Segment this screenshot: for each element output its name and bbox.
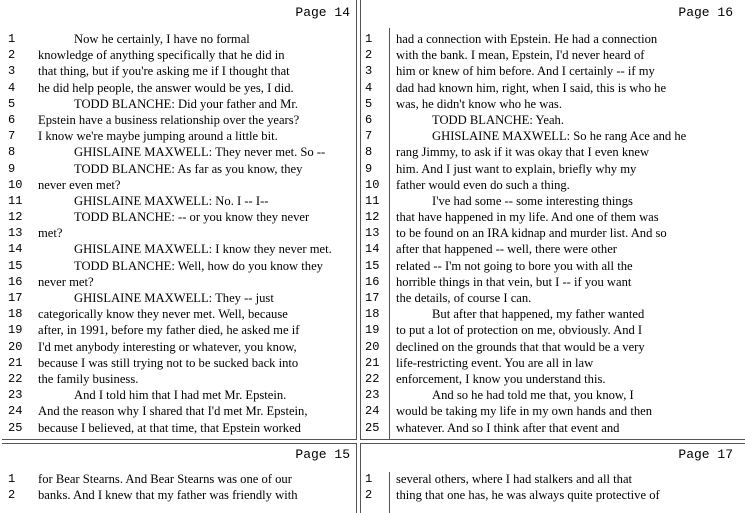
line-number: 20 (365, 339, 380, 354)
line-text: would be taking my life in my own hands and then (396, 404, 653, 419)
transcript-line (2, 193, 356, 209)
transcript-line (361, 339, 745, 355)
line-text: was, he didn't know who he was. (396, 96, 562, 111)
line-number: 19 (365, 323, 380, 338)
line-text: TODD BLANCHE: -- or you know they never (74, 210, 310, 225)
line-text: I know we're maybe jumping around a little bit. (38, 129, 278, 144)
line-text: him. And I just want to explain, briefly why my (396, 161, 637, 176)
transcript-page-14 (2, 0, 357, 440)
line-text: GHISLAINE MAXWELL: No. I -- I-- (74, 193, 269, 208)
line-text: met? (38, 226, 63, 241)
transcript-line (2, 241, 356, 257)
line-number: 18 (365, 307, 380, 322)
transcript-line (2, 339, 356, 355)
transcript-line (2, 80, 356, 96)
transcript-line (2, 31, 356, 47)
transcript-line (361, 355, 745, 371)
transcript-lines (361, 471, 745, 503)
line-number: 3 (365, 64, 373, 79)
line-text: related -- I'm not going to bore you with all the (396, 258, 633, 273)
line-text: after, in 1991, before my father died, he asked me if (38, 323, 300, 338)
line-number: 9 (365, 161, 373, 176)
line-text: the family business. (38, 371, 139, 386)
line-text: GHISLAINE MAXWELL: So he rang Ace and he (432, 129, 687, 144)
transcript-line (2, 209, 356, 225)
line-text: several others, where I had stalkers and all that (396, 472, 633, 486)
transcript-page-15 (2, 443, 357, 513)
transcript-line (2, 274, 356, 290)
line-text: with the bank. I mean, Epstein, I'd never heard of (396, 48, 645, 63)
transcript-line (361, 258, 745, 274)
line-number: 21 (8, 355, 23, 370)
transcript-line (361, 225, 745, 241)
line-number: 4 (365, 80, 373, 95)
line-text: TODD BLANCHE: As far as you know, they (74, 161, 303, 176)
transcript-line (361, 306, 745, 322)
line-text: for Bear Stearns. And Bear Stearns was one of our (38, 472, 292, 486)
line-text: father would even do such a thing. (396, 177, 570, 192)
line-number: 13 (365, 226, 380, 241)
line-number: 6 (8, 112, 16, 127)
transcript-lines (361, 31, 745, 436)
line-text: life-restricting event. You are all in law (396, 355, 594, 370)
transcript-page-17 (360, 443, 745, 513)
transcript-line (361, 387, 745, 403)
line-text: GHISLAINE MAXWELL: They never met. So -- (74, 145, 326, 160)
line-number: 14 (8, 242, 23, 257)
line-text: that have happened in my life. And one of them was (396, 210, 659, 225)
line-number: 24 (8, 404, 23, 419)
transcript-line (2, 306, 356, 322)
line-number: 1 (8, 472, 16, 486)
line-text: because I was still trying not to be sucked back into (38, 355, 299, 370)
line-number: 17 (8, 291, 23, 305)
line-number: 19 (8, 323, 23, 338)
line-number: 6 (365, 112, 373, 127)
transcript-line (2, 355, 356, 371)
line-text: enforcement, I know you understand this. (396, 371, 606, 386)
line-number: 12 (8, 210, 23, 225)
line-text: never met? (38, 274, 94, 289)
line-text: TODD BLANCHE: Yeah. (432, 112, 565, 127)
line-text: GHISLAINE MAXWELL: They -- just (74, 291, 274, 305)
transcript-lines (2, 31, 356, 436)
transcript-line (361, 80, 745, 96)
transcript-line (361, 209, 745, 225)
line-number: 5 (365, 96, 373, 111)
line-text: thing that one has, he was always quite protective of (396, 488, 660, 503)
line-number: 2 (365, 48, 373, 63)
line-number: 20 (8, 339, 23, 354)
transcript-line (2, 387, 356, 403)
transcript-line (2, 258, 356, 274)
line-number: 1 (365, 32, 373, 46)
line-text: And I told him that I had met Mr. Epstein. (74, 388, 287, 403)
line-number: 7 (365, 129, 373, 144)
transcript-line (2, 128, 356, 144)
line-number: 18 (8, 307, 23, 322)
line-text: horrible things in that vein, but I -- if you want (396, 274, 632, 289)
line-text: to be found on an IRA kidnap and murder list. And so (396, 226, 667, 241)
line-number: 15 (365, 258, 380, 273)
line-number: 4 (8, 80, 16, 95)
page-number: Page 16 (678, 5, 733, 20)
line-text: after that happened -- well, there were other (396, 242, 617, 257)
transcript-line (361, 322, 745, 338)
page-number: Page 15 (295, 447, 350, 462)
line-number: 3 (8, 64, 16, 79)
transcript-line (2, 420, 356, 436)
transcript-line (361, 290, 745, 306)
transcript-line (2, 403, 356, 419)
transcript-line (2, 177, 356, 193)
line-number: 25 (8, 420, 23, 435)
transcript-line (2, 290, 356, 306)
transcript-line (2, 487, 356, 503)
transcript-line (361, 31, 745, 47)
line-text: never even met? (38, 177, 121, 192)
line-number: 10 (8, 177, 23, 192)
transcript-line (2, 471, 356, 487)
line-number: 1 (365, 472, 373, 486)
line-text: GHISLAINE MAXWELL: I know they never met. (74, 242, 332, 257)
transcript-line (361, 63, 745, 79)
transcript-line (361, 403, 745, 419)
line-number: 8 (365, 145, 373, 160)
line-number: 22 (8, 371, 23, 386)
transcript-line (2, 47, 356, 63)
transcript-lines (2, 471, 356, 503)
transcript-line (361, 193, 745, 209)
transcript-line (361, 471, 745, 487)
transcript-page-16 (360, 0, 745, 440)
transcript-line (361, 177, 745, 193)
line-number: 24 (365, 404, 380, 419)
transcript-line (361, 144, 745, 160)
transcript-line (361, 241, 745, 257)
transcript-line (361, 274, 745, 290)
line-text: the details, of course I can. (396, 291, 532, 305)
transcript-line (2, 144, 356, 160)
line-text: had a connection with Epstein. He had a connection (396, 32, 658, 46)
line-number: 9 (8, 161, 16, 176)
transcript-line (361, 128, 745, 144)
line-number: 2 (365, 488, 373, 503)
line-text: Now he certainly, I have no formal (74, 32, 250, 46)
line-number: 7 (8, 129, 16, 144)
line-number: 11 (8, 193, 23, 208)
line-number: 23 (8, 388, 23, 403)
line-number: 10 (365, 177, 380, 192)
line-text: he did help people, the answer would be yes, I did. (38, 80, 294, 95)
transcript-line (2, 225, 356, 241)
line-number: 2 (8, 488, 16, 503)
line-number: 12 (365, 210, 380, 225)
line-text: And the reason why I shared that I'd met Mr. Epstein, (38, 404, 308, 419)
line-number: 16 (8, 274, 23, 289)
line-text: knowledge of anything specifically that he did in (38, 48, 285, 63)
line-text: TODD BLANCHE: Did your father and Mr. (74, 96, 298, 111)
line-text: banks. And I knew that my father was friendly with (38, 488, 298, 503)
line-text: that thing, but if you're asking me if I thought that (38, 64, 290, 79)
line-number: 8 (8, 145, 16, 160)
line-number: 25 (365, 420, 380, 435)
transcript-line (361, 96, 745, 112)
line-number: 5 (8, 96, 16, 111)
line-number: 13 (8, 226, 23, 241)
line-number: 1 (8, 32, 16, 46)
transcript-line (2, 112, 356, 128)
line-number: 11 (365, 193, 380, 208)
transcript-line (361, 420, 745, 436)
line-text: rang Jimmy, to ask if it was okay that I even knew (396, 145, 650, 160)
transcript-line (2, 161, 356, 177)
line-text: I've had some -- some interesting things (432, 193, 633, 208)
line-number: 17 (365, 291, 380, 305)
line-text: I'd met anybody interesting or whatever, you know, (38, 339, 297, 354)
line-text: dad had known him, right, when I said, this is who he (396, 80, 667, 95)
transcript-line (361, 112, 745, 128)
transcript-line (2, 371, 356, 387)
line-number: 2 (8, 48, 16, 63)
line-number: 16 (365, 274, 380, 289)
line-text: categorically know they never met. Well, because (38, 307, 288, 322)
line-text: TODD BLANCHE: Well, how do you know they (74, 258, 323, 273)
page-number: Page 17 (678, 447, 733, 462)
line-text: to put a lot of protection on me, obviously. And I (396, 323, 643, 338)
transcript-line (361, 371, 745, 387)
line-number: 15 (8, 258, 23, 273)
transcript-line (361, 487, 745, 503)
transcript-line (2, 96, 356, 112)
line-number: 22 (365, 371, 380, 386)
transcript-line (361, 47, 745, 63)
transcript-line (2, 322, 356, 338)
page-number: Page 14 (295, 5, 350, 20)
transcript-line (361, 161, 745, 177)
line-number: 23 (365, 388, 380, 403)
line-text: But after that happened, my father wanted (432, 307, 645, 322)
line-number: 21 (365, 355, 380, 370)
line-text: him or knew of him before. And I certainly -- if my (396, 64, 655, 79)
line-text: And so he had told me that, you know, I (432, 388, 634, 403)
transcript-line (2, 63, 356, 79)
line-number: 14 (365, 242, 380, 257)
line-text: whatever. And so I think after that event and (396, 420, 620, 435)
line-text: declined on the grounds that that would be a very (396, 339, 645, 354)
line-text: Epstein have a business relationship over the years? (38, 112, 300, 127)
line-text: because I believed, at that time, that Epstein worked (38, 420, 301, 435)
